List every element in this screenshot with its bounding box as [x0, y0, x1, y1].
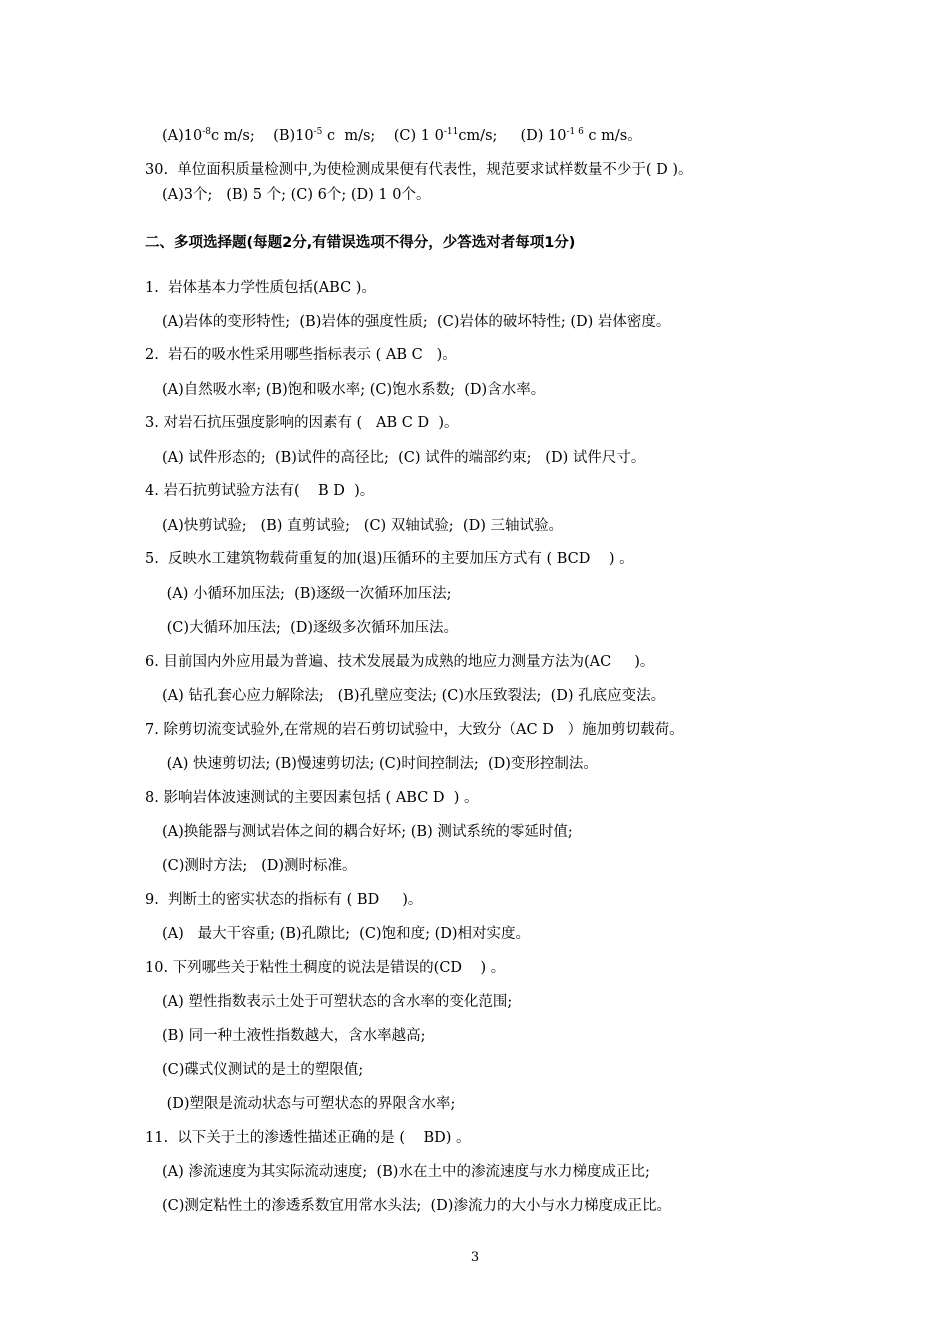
question-options: (C)测定粘性土的渗透系数宜用常水头法; (D)渗流力的大小与水力梯度成正比。	[162, 1198, 671, 1214]
exponent: -5	[313, 127, 323, 138]
q29-option-b: c m/s; (B)10	[211, 128, 314, 144]
question-text: 6. 目前国内外应用最为普遍、技术发展最为成熟的地应力测量方法为(AC )。	[145, 654, 655, 670]
question-options: (A) 最大干容重; (B)孔隙比; (C)饱和度; (D)相对实度。	[162, 926, 531, 942]
q29-tail: c m/s。	[583, 128, 642, 144]
question-options: (A)快剪试验; (B) 直剪试验; (C) 双轴试验; (D) 三轴试验。	[162, 518, 563, 534]
q29-option-d: cm/s; (D) 10	[458, 128, 567, 144]
question-options: (A)岩体的变形特性; (B)岩体的强度性质; (C)岩体的破坏特性; (D) 岩体密度。	[162, 314, 671, 330]
q30-options: (A)3个; (B) 5 个; (C) 6个; (D) 1 0个。	[162, 187, 431, 203]
question-text: 5. 反映水工建筑物载荷重复的加(退)压循环的主要加压方式有 ( BCD ) 。	[145, 551, 634, 567]
question-options: (A) 小循环加压法; (B)逐级一次循环加压法;	[162, 586, 452, 602]
question-options: (A) 快速剪切法; (B)慢速剪切法; (C)时间控制法; (D)变形控制法。	[162, 756, 598, 772]
exponent: -1 6	[566, 127, 584, 138]
q30-text: 30. 单位面积质量检测中,为使检测成果便有代表性，规范要求试样数量不少于( D )。	[145, 162, 693, 178]
question-options: (A)换能器与测试岩体之间的耦合好坏; (B) 测试系统的零延时值;	[162, 824, 573, 840]
question-options: (A) 塑性指数表示土处于可塑状态的含水率的变化范围;	[162, 994, 513, 1010]
question-options: (C)测时方法; (D)测时标准。	[162, 858, 357, 874]
question-text: 8. 影响岩体波速测试的主要因素包括 ( ABC D ) 。	[145, 790, 479, 806]
section-heading: 二、多项选择题(每题2分,有错误选项不得分，少答选对者每项1分)	[145, 235, 576, 251]
question-options: (C)大循环加压法; (D)逐级多次循环加压法。	[162, 620, 459, 636]
question-options: (A) 试件形态的; (B)试件的高径比; (C) 试件的端部约束; (D) 试件尺寸。	[162, 450, 646, 466]
question-text: 9. 判断土的密实状态的指标有 ( BD )。	[145, 892, 423, 908]
q29-option-a: (A)10	[162, 128, 203, 144]
question-text: 10. 下列哪些关于粘性土稠度的说法是错误的(CD ) 。	[145, 960, 506, 976]
question-options: (A)自然吸水率; (B)饱和吸水率; (C)饱水系数; (D)含水率。	[162, 382, 546, 398]
question-options: (A) 钻孔套心应力解除法; (B)孔壁应变法; (C)水压致裂法; (D) 孔底应变法。	[162, 688, 666, 704]
question-text: 2. 岩石的吸水性采用哪些指标表示 ( AB C )。	[145, 347, 457, 363]
question-text: 1. 岩体基本力学性质包括(ABC )。	[145, 280, 376, 296]
question-text: 11. 以下关于土的渗透性描述正确的是 ( BD) 。	[145, 1130, 471, 1146]
question-text: 7. 除剪切流变试验外,在常规的岩石剪切试验中，大致分（AC D ）施加剪切载荷。	[145, 722, 684, 738]
q29-option-c: c m/s; (C) 1 0	[322, 128, 444, 144]
q29-options	[162, 126, 642, 146]
question-text: 3. 对岩石抗压强度影响的因素有 ( AB C D )。	[145, 415, 459, 431]
question-options: (A) 渗流速度为其实际流动速度; (B)水在土中的渗流速度与水力梯度成正比;	[162, 1164, 650, 1180]
exponent: -8	[202, 127, 212, 138]
question-options: (C)碟式仪测试的是土的塑限值;	[162, 1062, 364, 1078]
question-text: 4. 岩石抗剪试验方法有( B D )。	[145, 483, 375, 499]
question-options: (B) 同一种土液性指数越大，含水率越高;	[162, 1028, 426, 1044]
page-number: 3	[470, 1250, 480, 1265]
question-options: (D)塑限是流动状态与可塑状态的界限含水率;	[162, 1096, 456, 1112]
exponent: -11	[443, 127, 459, 138]
